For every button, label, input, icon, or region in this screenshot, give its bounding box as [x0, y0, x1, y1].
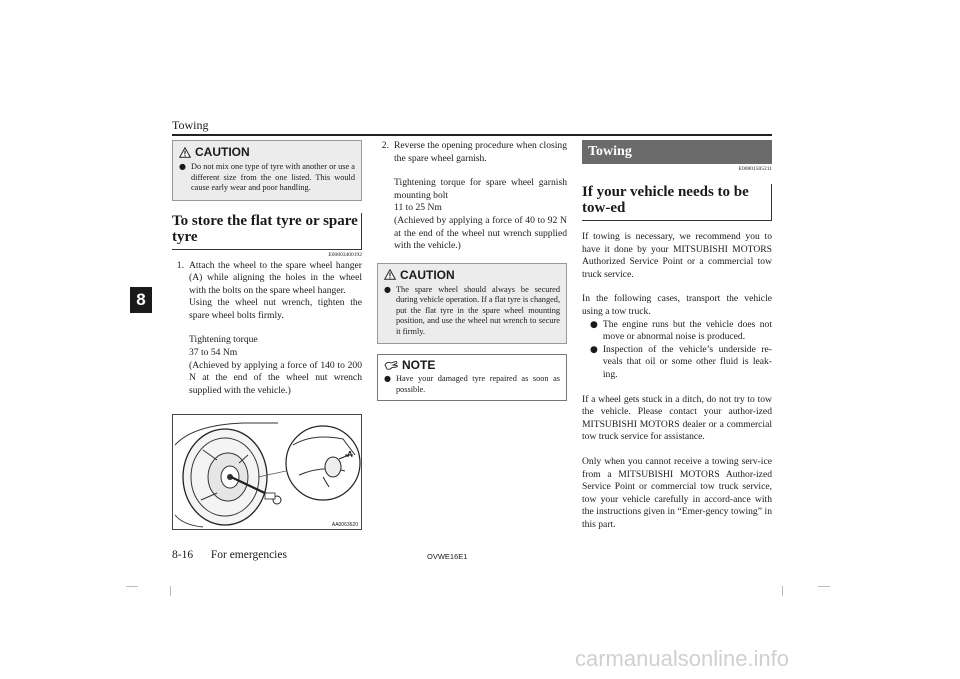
step-text: Reverse the opening procedure when closing the spare wheel garnish.	[394, 140, 567, 164]
note-label: NOTE	[402, 358, 436, 373]
warning-triangle-icon	[384, 269, 396, 280]
torque-label: Tightening torque	[189, 334, 258, 346]
torque-value: 11 to 25 Nm	[394, 202, 442, 214]
figure-code: AA0063620	[331, 522, 358, 528]
list-item	[582, 344, 772, 382]
document-code: OVWE16E1	[427, 552, 468, 561]
spare-wheel-figure	[172, 414, 362, 530]
caution-item	[179, 162, 355, 194]
bullet-icon: ●	[590, 344, 598, 355]
paragraph-2: In the following cases, transport the vehicle using a tow truck.	[582, 293, 772, 317]
bullet-icon: ●	[179, 162, 186, 171]
list-item-text: The engine runs but the vehicle does not move or abnormal noise is produced.	[602, 318, 772, 343]
section-name: For emergencies	[210, 549, 287, 561]
header-rule	[172, 134, 772, 136]
page-footer	[172, 549, 287, 561]
bullet-icon: ●	[384, 374, 391, 384]
paragraph-3: If a wheel gets stuck in a ditch, do not try to tow the vehicle. Please contact your author-ized MITSUBISHI MOTORS dealer or a commercial tow truck service for assistance.	[582, 393, 772, 443]
caution-label: CAUTION	[400, 267, 455, 282]
step-1	[172, 260, 362, 398]
section-heading: If your vehicle needs to be tow-ed	[582, 184, 772, 221]
step-number: 1.	[176, 259, 184, 271]
torque-label: Tightening torque for spare wheel garnish mounting bolt	[394, 177, 567, 201]
middle-column	[377, 140, 567, 401]
note-hand-icon	[384, 360, 398, 371]
note-box	[377, 354, 567, 401]
note-text: Have your damaged tyre repaired as soon as possible.	[395, 374, 560, 394]
caution-header	[179, 145, 355, 159]
crop-mark	[782, 586, 783, 596]
caution-item	[384, 285, 560, 338]
page-number: 8-16	[172, 549, 194, 561]
caution-label: CAUTION	[195, 145, 250, 159]
caution-text: The spare wheel should always be secured during vehicle operation. If a flat tyre is changed, put the flat tyre in the spare wheel mounting position, and use the wheel nut wrench to secure it firmly.	[395, 284, 561, 336]
step-text: Attach the wheel to the spare wheel hanger (A) while aligning the holes in the wheel with the bolts on the spare wheel hanger.	[189, 259, 362, 296]
running-head: Towing	[172, 118, 209, 132]
warning-triangle-icon	[179, 147, 191, 158]
left-column	[172, 140, 362, 397]
towing-banner: Towing	[582, 140, 772, 164]
torque-note: (Achieved by applying a force of 140 to 200 N at the end of the wheel nut wrench supplied with the vehicle.)	[189, 359, 362, 396]
note-header	[384, 358, 560, 372]
note-item	[384, 374, 560, 395]
bullet-icon: ●	[384, 284, 391, 294]
step-text-2: Using the wheel nut wrench, tighten the spare wheel bolts firmly.	[189, 297, 362, 321]
caution-header	[384, 268, 560, 282]
paragraph-4: Only when you cannot receive a towing serv-ice from a MITSUBISHI MOTORS Author-ized Service Point or commercial tow truck service, tow your vehicle carefully in accord-ance with the instructions given in “Emer-gency towing” in this part.	[582, 455, 772, 530]
list-item-text: Inspection of the vehicle’s underside re-veals that oil or some other fluid is leak-ing.	[602, 343, 772, 380]
callout-a: A	[347, 450, 353, 459]
step-2	[377, 140, 567, 253]
right-column	[582, 140, 772, 531]
torque-note: (Achieved by applying a force of 40 to 92 N at the end of the wheel nut wrench supplied with the vehicle.)	[394, 214, 567, 252]
caution-text: Do not mix one type of tyre with another or use a different size from the one listed. This would cause early wear and poor handling.	[190, 162, 355, 192]
torque-value: 37 to 54 Nm	[189, 347, 238, 359]
caution-box	[377, 263, 567, 345]
spare-wheel-illustration	[173, 415, 361, 529]
watermark: carmanualsonline.info	[575, 646, 790, 671]
crop-mark	[170, 586, 171, 596]
banner-code: E00801505211	[738, 166, 772, 172]
crop-mark	[818, 586, 830, 587]
list-item	[582, 319, 772, 344]
crop-mark	[126, 586, 138, 587]
step-number: 2.	[381, 140, 389, 151]
bullet-icon: ●	[590, 319, 598, 330]
caution-box	[172, 140, 362, 201]
section-heading: To store the flat tyre or spare tyre	[172, 213, 362, 250]
paragraph-1: If towing is necessary, we recommend you to have it done by your MITSUBISHI MOTORS Authorized Service Point or a commercial tow truck service.	[582, 231, 772, 280]
section-code: E00803400192	[328, 251, 362, 258]
chapter-tab: 8	[130, 287, 152, 313]
